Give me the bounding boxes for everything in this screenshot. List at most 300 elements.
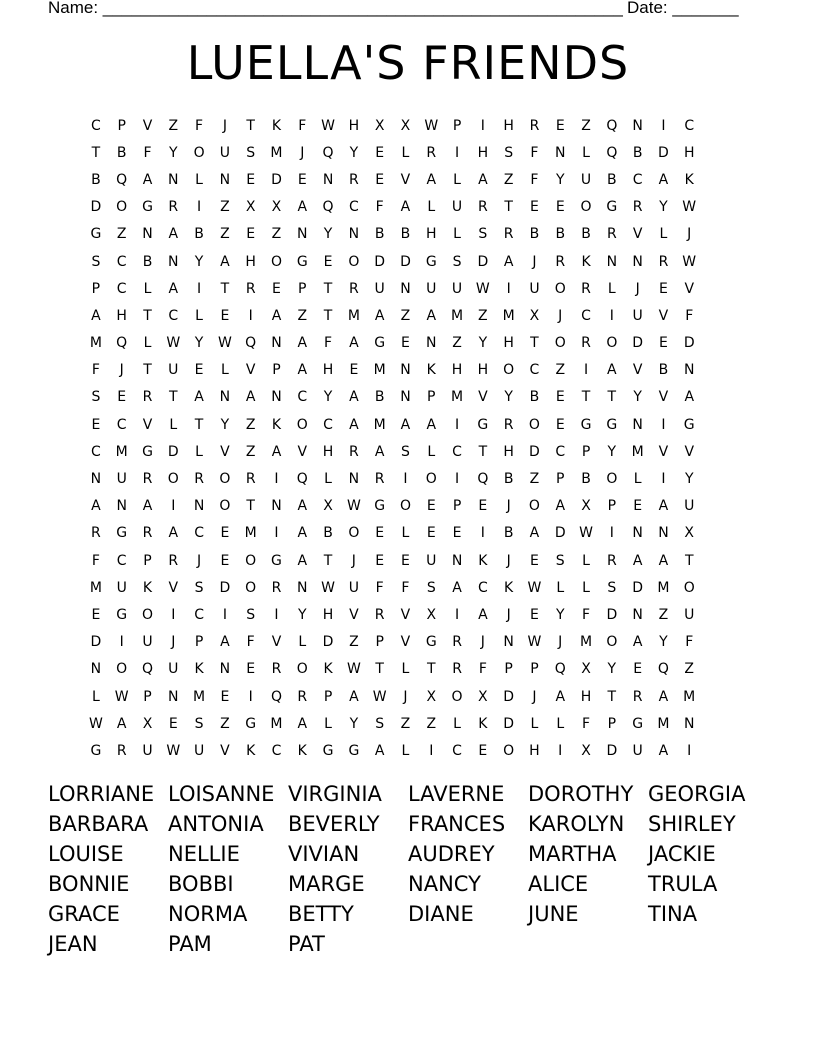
grid-letter: P (298, 280, 307, 297)
grid-letter: R (142, 389, 153, 406)
grid-letter: N (116, 498, 127, 515)
grid-letter: J (197, 552, 202, 569)
grid-letter: C (271, 742, 282, 759)
grid-letter: H (348, 117, 360, 134)
grid-letter: L (633, 471, 642, 488)
grid-letter: R (606, 552, 617, 569)
grid-letter: S (194, 579, 204, 596)
grid-letter: A (374, 443, 385, 460)
grid-letter: F (375, 579, 384, 596)
grid-letter: A (349, 688, 359, 705)
grid-letter: A (478, 171, 488, 188)
grid-letter: Z (452, 335, 462, 352)
grid-letter: O (219, 471, 231, 488)
grid-letter: Y (504, 389, 513, 406)
grid-letter: K (478, 552, 488, 569)
grid-row (83, 330, 733, 357)
grid-letter: H (503, 335, 514, 352)
grid-letter: W (527, 634, 542, 651)
grid-letter: R (452, 661, 462, 678)
grid-letter: E (555, 199, 565, 216)
grid-letter: R (349, 171, 359, 188)
grid-row (83, 411, 733, 438)
grid-letter: A (271, 443, 282, 460)
grid-letter: O (554, 335, 566, 352)
grid-letter: C (632, 171, 643, 188)
grid-letter: N (503, 634, 514, 651)
grid-letter: L (401, 525, 410, 542)
grid-letter: T (194, 416, 204, 433)
grid-letter: U (168, 661, 179, 678)
grid-letter: Y (555, 606, 565, 623)
grid-letter: T (323, 307, 333, 324)
grid-letter: H (425, 226, 437, 243)
grid-letter: B (91, 171, 101, 188)
grid-letter: R (606, 226, 617, 243)
grid-letter: O (193, 144, 205, 161)
grid-letter: E (246, 171, 256, 188)
grid-letter: D (529, 443, 540, 460)
grid-letter: D (400, 253, 411, 270)
word-bank-item: LAVERNE (408, 782, 505, 806)
grid-letter: T (581, 389, 591, 406)
grid-letter: G (296, 253, 308, 270)
grid-letter: N (271, 498, 282, 515)
grid-letter: J (532, 253, 537, 270)
grid-letter: V (684, 280, 695, 297)
grid-letter: S (452, 253, 462, 270)
grid-letter: P (427, 389, 436, 406)
word-bank-item: ANTONIA (168, 812, 264, 836)
word-bank-item: DIANE (408, 902, 474, 926)
grid-letter: M (89, 579, 102, 596)
grid-letter: U (116, 471, 127, 488)
grid-letter: A (271, 307, 282, 324)
word-bank-item: BARBARA (48, 812, 149, 836)
grid-letter: E (194, 362, 204, 379)
grid-letter: O (219, 498, 231, 515)
grid-letter: Y (349, 144, 359, 161)
grid-row (83, 194, 733, 221)
word-bank-item: BETTY (288, 902, 354, 926)
grid-letter: I (274, 471, 279, 488)
grid-letter: J (351, 552, 356, 569)
grid-letter: U (142, 742, 153, 759)
grid-letter: M (270, 144, 283, 161)
grid-letter: P (452, 117, 462, 134)
grid-letter: E (375, 171, 385, 188)
grid-letter: Q (606, 117, 618, 134)
grid-letter: D (632, 579, 644, 596)
grid-row (83, 357, 733, 384)
grid-letter: B (529, 226, 540, 243)
grid-letter: A (297, 715, 308, 732)
grid-letter: C (116, 280, 127, 297)
grid-letter: N (348, 471, 360, 488)
grid-letter: V (271, 634, 282, 651)
grid-letter: E (633, 661, 643, 678)
grid-letter: F (375, 199, 384, 216)
grid-letter: Z (658, 606, 669, 623)
grid-letter: A (684, 389, 695, 406)
grid-letter: N (219, 171, 231, 188)
grid-letter: N (322, 171, 334, 188)
word-bank-item: SHIRLEY (648, 812, 736, 836)
grid-letter: F (298, 117, 307, 134)
grid-letter: Y (607, 661, 617, 678)
grid-letter: A (297, 525, 308, 542)
grid-letter: A (142, 171, 153, 188)
grid-letter: B (116, 144, 127, 161)
grid-letter: A (555, 688, 566, 705)
grid-letter: E (478, 742, 488, 759)
grid-letter: C (452, 443, 462, 460)
grid-letter: E (323, 253, 333, 270)
grid-letter: Z (478, 307, 488, 324)
grid-letter: G (271, 552, 282, 569)
grid-letter: A (297, 335, 308, 352)
grid-letter: C (116, 416, 127, 433)
grid-letter: M (579, 634, 593, 651)
grid-letter: T (504, 199, 513, 216)
grid-letter: Z (297, 307, 308, 324)
grid-letter: A (297, 362, 308, 379)
grid-letter: S (91, 253, 101, 270)
grid-letter: T (375, 661, 384, 678)
grid-letter: R (194, 471, 204, 488)
grid-letter: I (248, 307, 253, 324)
grid-letter: I (197, 280, 202, 297)
grid-letter: Q (554, 661, 566, 678)
grid-letter: I (429, 742, 434, 759)
grid-letter: E (555, 416, 565, 433)
grid-letter: Z (529, 471, 540, 488)
grid-letter: O (451, 688, 463, 705)
grid-letter: E (401, 335, 410, 352)
grid-letter: K (684, 171, 694, 188)
word-bank-item: LOUISE (48, 842, 124, 866)
grid-letter: F (91, 362, 100, 379)
grid-letter: I (248, 688, 253, 705)
grid-letter: T (246, 117, 255, 134)
grid-letter: S (504, 144, 514, 161)
grid-letter: P (556, 471, 565, 488)
grid-letter: C (168, 307, 179, 324)
grid-letter: L (453, 715, 461, 732)
word-bank-item: VIVIAN (288, 842, 360, 866)
grid-letter: N (271, 335, 282, 352)
grid-letter: L (324, 471, 332, 488)
grid-letter: O (580, 199, 592, 216)
grid-letter: N (555, 144, 566, 161)
grid-letter: G (116, 525, 128, 542)
grid-letter: K (142, 579, 153, 596)
grid-letter: U (529, 280, 540, 297)
grid-row (83, 547, 733, 574)
grid-letter: A (220, 253, 230, 270)
grid-letter: P (143, 552, 152, 569)
grid-letter: I (661, 117, 666, 134)
grid-letter: F (685, 634, 694, 651)
grid-letter: E (555, 389, 565, 406)
grid-letter: X (271, 199, 282, 216)
grid-letter: L (556, 579, 565, 596)
grid-letter: L (530, 715, 539, 732)
grid-letter: L (582, 579, 590, 596)
grid-letter: D (219, 579, 231, 596)
grid-letter: R (632, 688, 643, 705)
grid-letter: H (245, 253, 256, 270)
grid-letter: E (246, 226, 256, 243)
grid-letter: J (222, 117, 227, 134)
grid-letter: J (300, 144, 305, 161)
grid-letter: A (168, 226, 179, 243)
grid-letter: X (245, 199, 256, 216)
grid-letter: E (633, 498, 643, 515)
grid-letter: M (451, 307, 464, 324)
grid-letter: H (477, 362, 489, 379)
grid-letter: I (454, 471, 460, 488)
grid-letter: U (193, 742, 205, 759)
grid-row (83, 629, 733, 656)
grid-letter: G (606, 416, 618, 433)
grid-letter: Q (116, 171, 128, 188)
grid-letter: L (169, 416, 178, 433)
grid-letter: J (506, 606, 511, 623)
grid-letter: P (452, 498, 462, 515)
grid-letter: Y (684, 471, 694, 488)
grid-letter: L (607, 280, 616, 297)
grid-letter: L (195, 307, 203, 324)
grid-letter: J (687, 226, 692, 243)
grid-letter: Z (400, 307, 411, 324)
grid-letter: I (403, 471, 408, 488)
word-bank-item: AUDREY (408, 842, 495, 866)
grid-letter: O (554, 280, 566, 297)
grid-letter: A (168, 525, 179, 542)
grid-letter: I (274, 525, 279, 542)
grid-letter: V (142, 117, 153, 134)
grid-letter: C (452, 742, 462, 759)
grid-letter: V (632, 226, 643, 243)
grid-letter: A (245, 389, 256, 406)
word-bank-item: TINA (648, 902, 698, 926)
grid-letter: O (399, 498, 411, 515)
grid-letter: H (683, 144, 695, 161)
grid-letter: A (452, 579, 462, 596)
grid-letter: S (375, 715, 385, 732)
grid-letter: O (528, 498, 540, 515)
grid-letter: Y (349, 715, 359, 732)
grid-letter: A (529, 525, 540, 542)
grid-letter: T (323, 280, 333, 297)
word-bank-item: BEVERLY (288, 812, 380, 836)
grid-letter: R (581, 280, 591, 297)
grid-letter: D (658, 144, 669, 161)
grid-letter: Z (684, 661, 695, 678)
grid-letter: N (400, 389, 411, 406)
grid-letter: X (400, 117, 411, 134)
grid-letter: I (171, 606, 176, 623)
grid-letter: E (220, 307, 230, 324)
grid-letter: Q (270, 688, 282, 705)
grid-letter: O (245, 552, 257, 569)
grid-letter: S (426, 579, 436, 596)
grid-letter: O (116, 199, 128, 216)
grid-letter: D (554, 525, 566, 542)
grid-letter: T (607, 688, 617, 705)
grid-letter: V (400, 171, 411, 188)
grid-letter: W (579, 525, 593, 542)
grid-letter: V (349, 606, 359, 623)
grid-letter: F (530, 144, 539, 161)
grid-letter: L (582, 552, 590, 569)
grid-letter: M (115, 443, 128, 460)
grid-letter: I (274, 606, 279, 623)
grid-letter: F (582, 715, 591, 732)
grid-letter: Y (194, 335, 204, 352)
grid-letter: U (374, 280, 385, 297)
grid-letter: Y (478, 335, 488, 352)
grid-letter: W (682, 199, 697, 216)
grid-letter: N (400, 280, 411, 297)
grid-row (83, 438, 733, 465)
grid-letter: I (583, 362, 589, 379)
grid-letter: G (142, 443, 153, 460)
grid-letter: N (168, 171, 179, 188)
grid-letter: A (426, 416, 437, 433)
grid-letter: E (375, 552, 385, 569)
grid-letter: W (166, 742, 181, 759)
grid-letter: O (270, 253, 282, 270)
grid-letter: C (194, 606, 204, 623)
grid-letter: R (374, 606, 385, 623)
grid-letter: K (581, 253, 591, 270)
grid-letter: D (322, 634, 334, 651)
word-bank-item: KAROLYN (528, 812, 625, 836)
grid-letter: D (606, 606, 618, 623)
grid-letter: H (503, 117, 514, 134)
grid-letter: A (91, 498, 101, 515)
grid-letter: B (400, 226, 411, 243)
grid-row (83, 166, 733, 193)
word-bank-item: GRACE (48, 902, 120, 926)
grid-letter: J (558, 634, 563, 651)
grid-letter: C (91, 443, 101, 460)
grid-letter: E (426, 525, 436, 542)
grid-letter: Z (168, 117, 179, 134)
grid-letter: O (245, 579, 257, 596)
grid-letter: N (632, 416, 643, 433)
grid-letter: A (374, 307, 385, 324)
grid-letter: B (374, 389, 385, 406)
grid-letter: N (297, 579, 308, 596)
grid-letter: N (168, 253, 179, 270)
grid-letter: Z (426, 715, 437, 732)
grid-letter: R (452, 634, 462, 651)
grid-row (83, 574, 733, 601)
grid-letter: P (375, 634, 384, 651)
grid-letter: G (245, 715, 257, 732)
grid-letter: Z (349, 634, 359, 651)
grid-letter: S (607, 579, 617, 596)
grid-letter: I (480, 525, 485, 542)
grid-letter: X (684, 525, 695, 542)
word-bank-item: BONNIE (48, 872, 130, 896)
grid-letter: X (581, 498, 591, 515)
grid-letter: I (506, 280, 511, 297)
grid-letter: N (426, 335, 437, 352)
grid-letter: K (504, 579, 514, 596)
grid-letter: J (403, 688, 408, 705)
grid-letter: T (684, 552, 694, 569)
grid-letter: U (426, 552, 437, 569)
grid-letter: Y (607, 443, 617, 460)
grid-letter: A (297, 552, 308, 569)
grid-letter: E (91, 606, 101, 623)
grid-letter: A (555, 498, 566, 515)
grid-letter: M (89, 335, 102, 352)
grid-letter: B (607, 171, 617, 188)
grid-letter: R (271, 579, 282, 596)
grid-letter: I (661, 416, 666, 433)
grid-letter: R (271, 661, 282, 678)
grid-letter: L (659, 226, 668, 243)
grid-row (83, 465, 733, 492)
grid-letter: L (298, 634, 307, 651)
grid-letter: H (322, 606, 334, 623)
grid-letter: Q (245, 335, 257, 352)
grid-letter: G (142, 199, 153, 216)
grid-letter: G (322, 742, 334, 759)
grid-row (83, 737, 733, 764)
grid-letter: Q (296, 471, 308, 488)
grid-letter: P (323, 688, 333, 705)
grid-letter: Z (400, 715, 411, 732)
grid-letter: U (219, 144, 230, 161)
grid-letter: V (478, 389, 488, 406)
grid-letter: Q (141, 661, 153, 678)
grid-letter: R (168, 552, 179, 569)
grid-letter: U (451, 199, 463, 216)
grid-letter: L (143, 335, 152, 352)
date-field-label: Date: _______ (627, 0, 739, 17)
grid-letter: M (373, 416, 386, 433)
grid-letter: U (580, 171, 592, 188)
grid-letter: C (529, 362, 540, 379)
grid-letter: B (632, 144, 643, 161)
grid-letter: Y (633, 389, 642, 406)
grid-letter: M (244, 525, 257, 542)
grid-letter: L (401, 661, 410, 678)
grid-letter: F (685, 307, 694, 324)
grid-letter: J (119, 362, 124, 379)
grid-letter: B (658, 362, 669, 379)
grid-letter: D (683, 335, 695, 352)
grid-letter: S (555, 552, 565, 569)
grid-letter: E (272, 280, 281, 297)
grid-letter: P (607, 498, 617, 515)
grid-letter: P (143, 688, 152, 705)
grid-row (83, 139, 733, 166)
grid-letter: R (426, 144, 437, 161)
grid-letter: J (635, 280, 640, 297)
grid-letter: O (606, 471, 618, 488)
grid-letter: O (116, 661, 128, 678)
grid-letter: D (271, 171, 282, 188)
grid-letter: Y (323, 226, 333, 243)
grid-letter: X (374, 117, 385, 134)
